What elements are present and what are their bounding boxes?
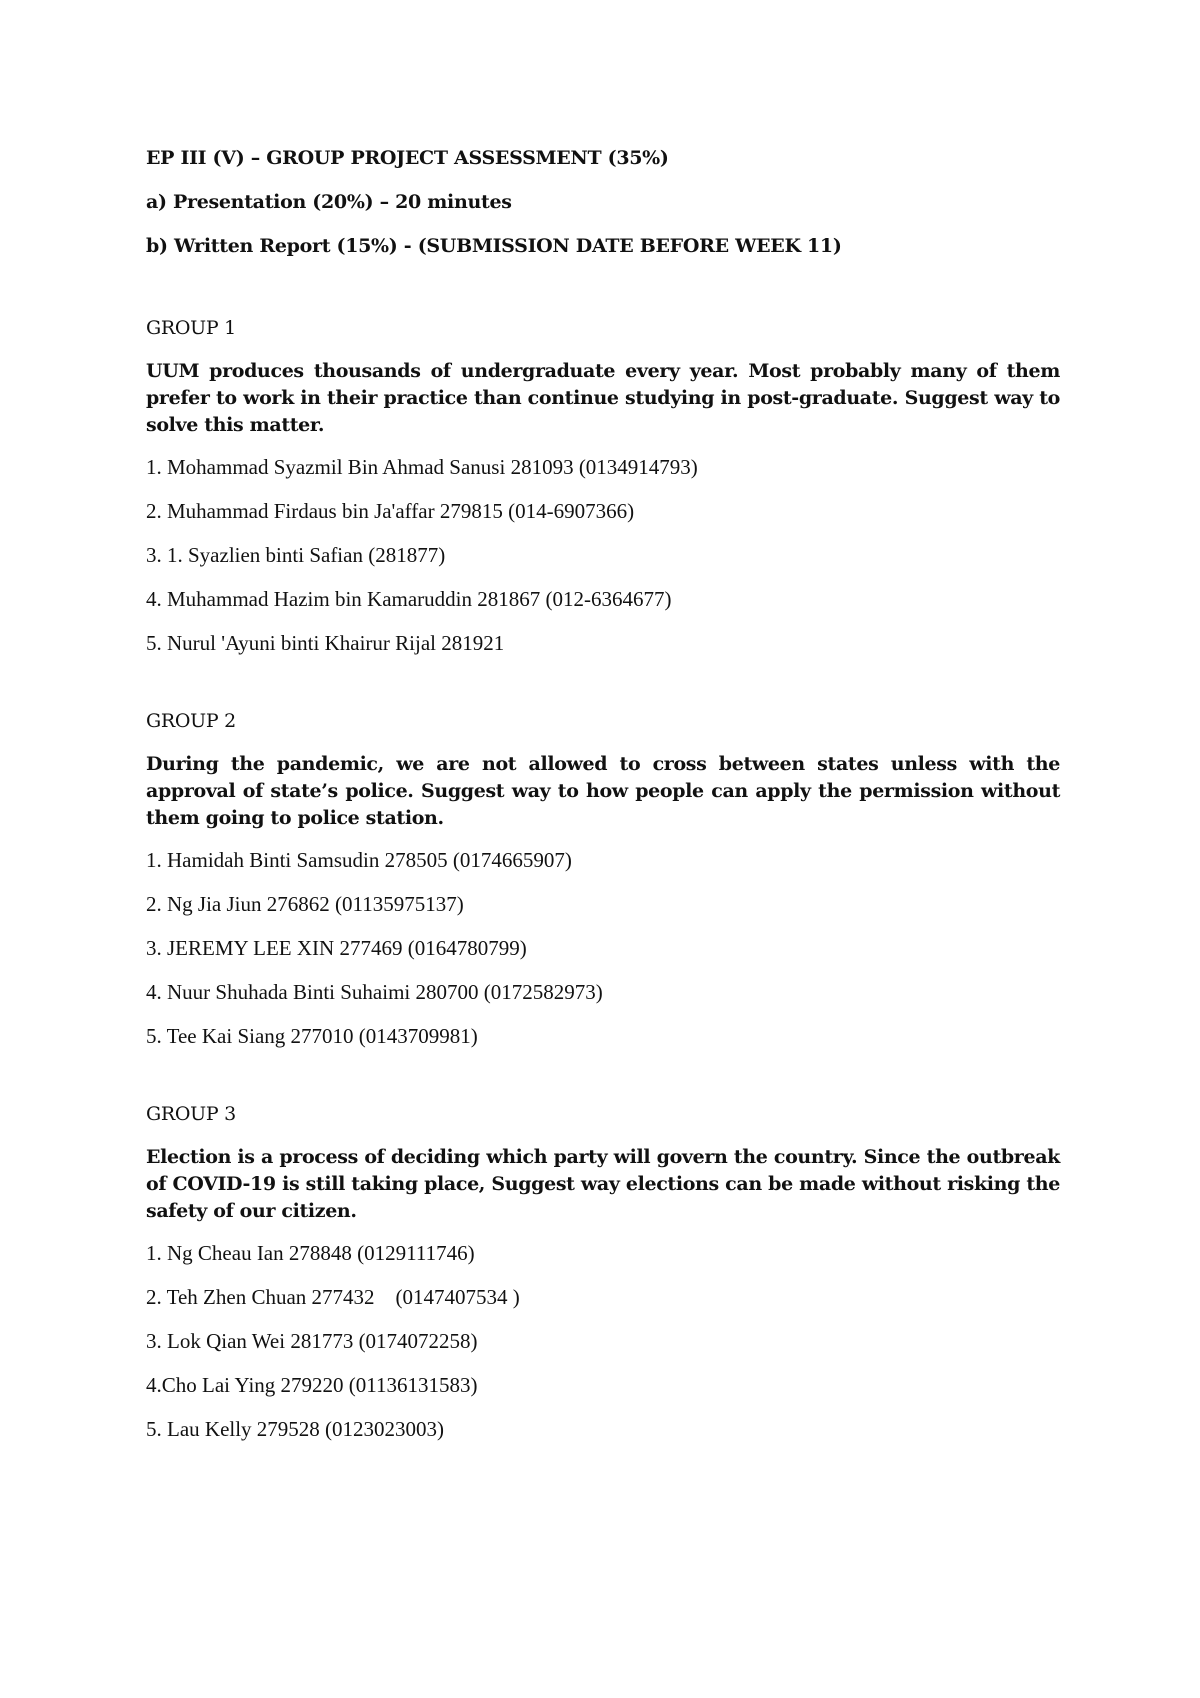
assessment-title: EP III (V) – GROUP PROJECT ASSESSMENT (35%) (146, 147, 669, 169)
group-description: Election is a process of deciding which party will govern the country. Since the outbreak of COVID-19 is still taking place, Suggest way elections can be made without risking the safety of our citizen. (146, 1146, 1060, 1222)
member-item: 5. Tee Kai Siang 277010 (0143709981) (146, 1024, 478, 1048)
member-item: 4.Cho Lai Ying 279220 (01136131583) (146, 1373, 478, 1397)
member-item: 3. Lok Qian Wei 281773 (0174072258) (146, 1329, 478, 1353)
member-item: 2. Ng Jia Jiun 276862 (01135975137) (146, 892, 464, 916)
member-item: 4. Nuur Shuhada Binti Suhaimi 280700 (0172582973) (146, 980, 603, 1004)
member-list (146, 1241, 1060, 1441)
group-1-section (146, 316, 1060, 655)
member-item: 1. Ng Cheau Ian 278848 (0129111746) (146, 1241, 475, 1265)
written-report-item: b) Written Report (15%) - (SUBMISSION DATE BEFORE WEEK 11) (146, 235, 842, 257)
group-2-section (146, 709, 1060, 1048)
presentation-item: a) Presentation (20%) – 20 minutes (146, 191, 512, 213)
group-title: GROUP 2 (146, 710, 236, 732)
member-item: 3. 1. Syazlien binti Safian (281877) (146, 543, 446, 567)
group-title: GROUP 1 (146, 317, 236, 339)
member-item: 1. Mohammad Syazmil Bin Ahmad Sanusi 281093 (0134914793) (146, 455, 698, 479)
group-description: During the pandemic, we are not allowed to cross between states unless with the approval of state’s police. Suggest way to how people can apply the permission without them going to police station. (146, 753, 1060, 829)
member-list (146, 848, 1060, 1048)
member-item: 4. Muhammad Hazim bin Kamaruddin 281867 (012-6364677) (146, 587, 672, 611)
member-item: 2. Muhammad Firdaus bin Ja'affar 279815 (014-6907366) (146, 499, 635, 523)
document-content (146, 146, 1060, 1495)
member-item: 5. Lau Kelly 279528 (0123023003) (146, 1417, 445, 1441)
member-item: 1. Hamidah Binti Samsudin 278505 (0174665907) (146, 848, 572, 872)
member-list (146, 455, 1060, 655)
member-item: 5. Nurul 'Ayuni binti Khairur Rijal 281921 (146, 631, 505, 655)
group-3-section (146, 1102, 1060, 1441)
member-item: 2. Teh Zhen Chuan 277432 (0147407534 ) (146, 1285, 520, 1309)
group-description: UUM produces thousands of undergraduate every year. Most probably many of them prefer to work in their practice than continue studying in post-graduate. Suggest way to solve this matter. (146, 360, 1060, 436)
member-item: 3. JEREMY LEE XIN 277469 (0164780799) (146, 936, 527, 960)
group-title: GROUP 3 (146, 1103, 236, 1125)
